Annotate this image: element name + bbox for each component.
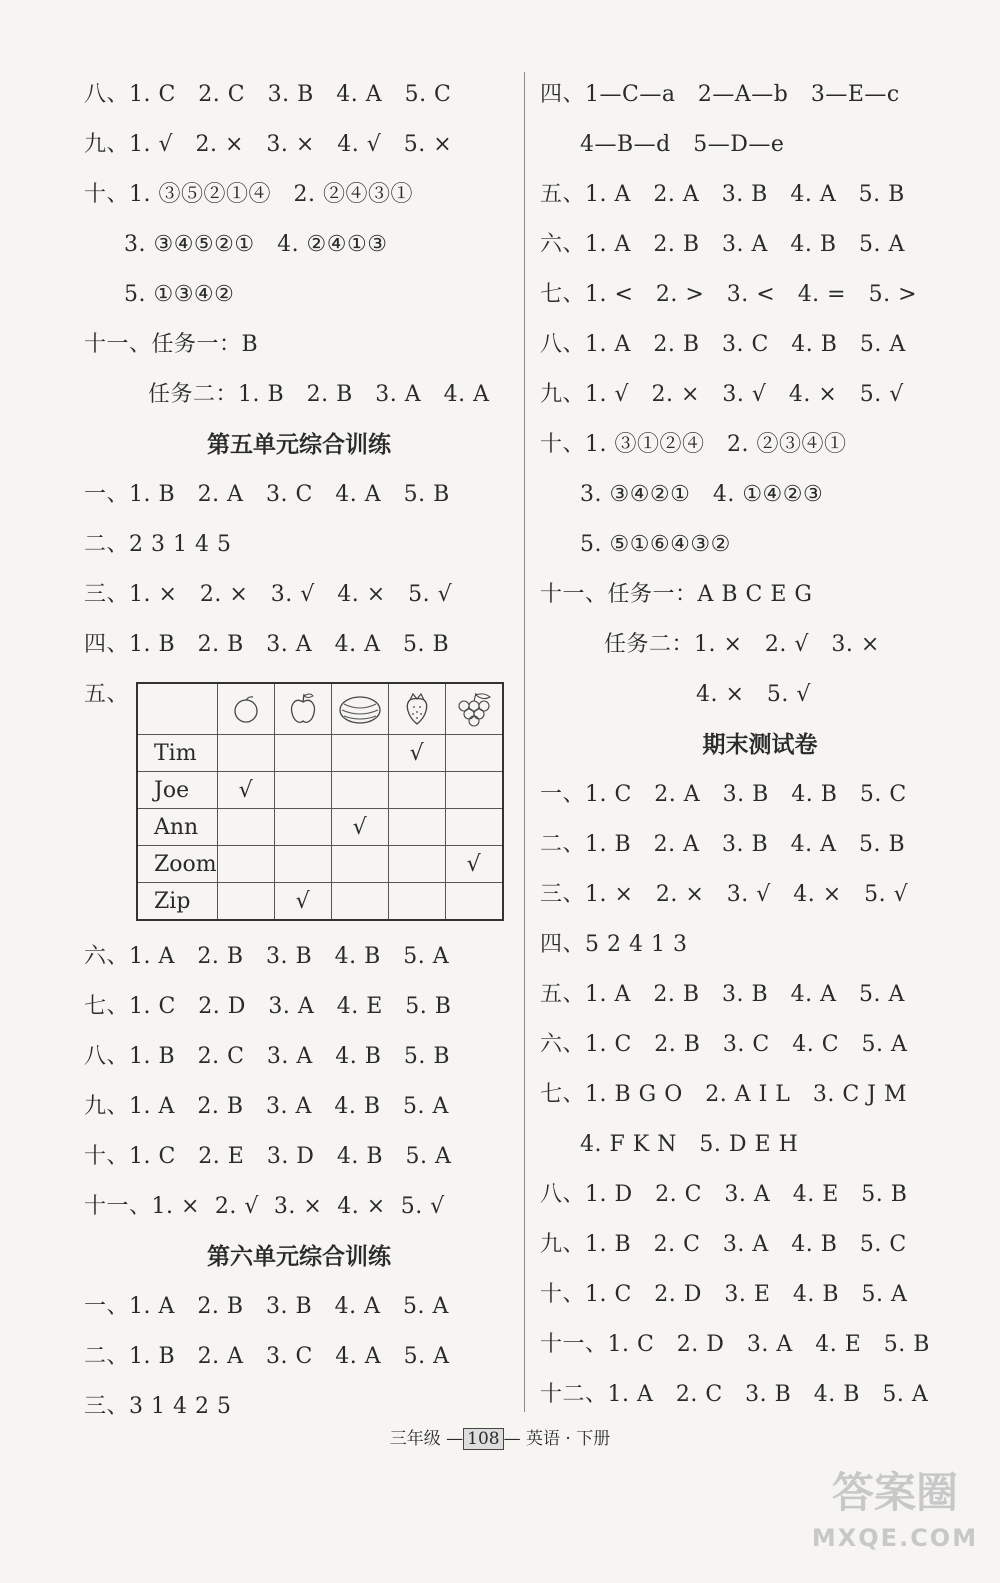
watermelon-icon xyxy=(331,683,388,735)
answer-line: 三、1. × 2. × 3. √ 4. × 5. √ xyxy=(84,582,453,607)
answer-line: 三、1. × 2. × 3. √ 4. × 5. √ xyxy=(540,882,909,907)
answer-line: 4. × 5. √ xyxy=(696,682,811,707)
watermark-logo xyxy=(800,1463,990,1573)
apple-icon xyxy=(274,683,331,735)
answer-line: 一、1. C 2. A 3. B 4. B 5. C xyxy=(540,782,907,807)
answer-line: 八、1. D 2. C 3. A 4. E 5. B xyxy=(540,1182,908,1207)
answer-line: 四、1—C—a 2—A—b 3—E—c xyxy=(540,82,900,107)
table-row xyxy=(137,772,503,809)
row-name: Tim xyxy=(137,735,217,772)
answer-line: 十二、1. A 2. C 3. B 4. B 5. A xyxy=(540,1382,929,1407)
answer-line: 六、1. A 2. B 3. A 4. B 5. A xyxy=(540,232,905,257)
answer-line: 4—B—d 5—D—e xyxy=(580,132,785,157)
mark-cell xyxy=(217,883,274,921)
answer-line: 十、1. ③⑤②①④ 2. ②④③① xyxy=(84,182,413,207)
table-corner-cell xyxy=(137,683,217,735)
answer-line: 五、1. A 2. A 3. B 4. A 5. B xyxy=(540,182,905,207)
footer-grade: 三年级 xyxy=(389,1429,441,1449)
mark-cell xyxy=(388,846,445,883)
answer-line: 八、1. B 2. C 3. A 4. B 5. B xyxy=(84,1044,451,1069)
section-heading-final: 期末测试卷 xyxy=(702,732,818,758)
mark-cell xyxy=(274,772,331,809)
answer-line: 九、1. A 2. B 3. A 4. B 5. A xyxy=(84,1094,449,1119)
answer-line: 十、1. C 2. D 3. E 4. B 5. A xyxy=(540,1282,908,1307)
mark-cell xyxy=(445,883,503,921)
footer-subject: 英语 · 下册 xyxy=(526,1429,611,1449)
answer-line: 三、3 1 4 2 5 xyxy=(84,1394,232,1419)
fruit-table xyxy=(136,682,504,921)
mark-cell xyxy=(274,735,331,772)
answer-line: 八、1. C 2. C 3. B 4. A 5. C xyxy=(84,82,452,107)
answer-line: 任务二：1. B 2. B 3. A 4. A xyxy=(148,382,490,407)
answer-line: 4. F K N 5. D E H xyxy=(580,1132,799,1157)
footer-dash: — xyxy=(503,1429,521,1449)
answer-line: 五、1. A 2. B 3. B 4. A 5. A xyxy=(540,982,905,1007)
mark-cell xyxy=(445,809,503,846)
mark-cell xyxy=(388,772,445,809)
mark-cell xyxy=(331,772,388,809)
mark-cell xyxy=(388,809,445,846)
mark-cell xyxy=(217,735,274,772)
mark-cell xyxy=(274,846,331,883)
answer-line: 九、1. √ 2. × 3. × 4. √ 5. × xyxy=(84,132,453,157)
answer-line: 5. ①③④② xyxy=(124,282,235,307)
answer-line: 四、1. B 2. B 3. A 4. A 5. B xyxy=(84,632,450,657)
footer-dash: — xyxy=(446,1429,464,1449)
page-number: 108 xyxy=(463,1428,503,1450)
answer-line: 一、1. B 2. A 3. C 4. A 5. B xyxy=(84,482,450,507)
page-footer xyxy=(0,1424,1000,1450)
grapes-icon xyxy=(445,683,503,735)
mark-cell xyxy=(445,772,503,809)
row-name: Ann xyxy=(137,809,217,846)
answer-line: 六、1. C 2. B 3. C 4. C 5. A xyxy=(540,1032,908,1057)
table-row xyxy=(137,809,503,846)
answer-line: 十一、任务一：A B C E G xyxy=(540,582,813,607)
answer-line: 九、1. B 2. C 3. A 4. B 5. C xyxy=(540,1232,907,1257)
watermark-bottom-text: MXQE.COM xyxy=(811,1524,979,1552)
answer-line: 二、1. B 2. A 3. B 4. A 5. B xyxy=(540,832,906,857)
answer-line: 3. ③④②① 4. ①④②③ xyxy=(580,482,824,507)
section-heading-unit6: 第六单元综合训练 xyxy=(207,1244,391,1270)
answer-line: 十、1. ③①②④ 2. ②③④① xyxy=(540,432,847,457)
mark-cell: √ xyxy=(388,735,445,772)
table-header-row xyxy=(137,683,503,735)
mark-cell xyxy=(331,846,388,883)
strawberry-icon xyxy=(388,683,445,735)
answer-line: 任务二：1. × 2. √ 3. × xyxy=(604,632,880,657)
answer-line: 一、1. A 2. B 3. B 4. A 5. A xyxy=(84,1294,449,1319)
answer-line: 四、5 2 4 1 3 xyxy=(540,932,688,957)
table-row xyxy=(137,883,503,921)
table-row xyxy=(137,735,503,772)
answer-line: 九、1. √ 2. × 3. √ 4. × 5. √ xyxy=(540,382,904,407)
column-divider xyxy=(524,72,525,1412)
answer-line: 七、1. < 2. > 3. < 4. = 5. > xyxy=(540,282,918,307)
mark-cell xyxy=(388,883,445,921)
row-name: Zip xyxy=(137,883,217,921)
mark-cell xyxy=(445,735,503,772)
answer-line: 十一、任务一：B xyxy=(84,332,259,357)
orange-icon xyxy=(217,683,274,735)
answer-line: 二、2 3 1 4 5 xyxy=(84,532,232,557)
answer-line: 十一、1. C 2. D 3. A 4. E 5. B xyxy=(540,1332,930,1357)
section-heading-unit5: 第五单元综合训练 xyxy=(207,432,391,458)
mark-cell xyxy=(217,846,274,883)
mark-cell xyxy=(331,735,388,772)
table-label: 五、 xyxy=(84,682,130,707)
mark-cell xyxy=(274,809,331,846)
answer-line: 3. ③④⑤②① 4. ②④①③ xyxy=(124,232,388,257)
answer-line: 二、1. B 2. A 3. C 4. A 5. A xyxy=(84,1344,450,1369)
answer-line: 十、1. C 2. E 3. D 4. B 5. A xyxy=(84,1144,452,1169)
answer-line: 六、1. A 2. B 3. B 4. B 5. A xyxy=(84,944,450,969)
mark-cell: √ xyxy=(274,883,331,921)
row-name: Zoom xyxy=(137,846,217,883)
mark-cell: √ xyxy=(217,772,274,809)
table-row xyxy=(137,846,503,883)
row-name: Joe xyxy=(137,772,217,809)
mark-cell: √ xyxy=(445,846,503,883)
answer-line: 5. ⑤①⑥④③② xyxy=(580,532,731,557)
answer-line: 七、1. C 2. D 3. A 4. E 5. B xyxy=(84,994,452,1019)
answer-line: 十一、1. × 2. √ 3. × 4. × 5. √ xyxy=(84,1194,445,1219)
watermark-top-text: 答案圈 xyxy=(831,1468,958,1517)
mark-cell xyxy=(217,809,274,846)
mark-cell: √ xyxy=(331,809,388,846)
answer-line: 八、1. A 2. B 3. C 4. B 5. A xyxy=(540,332,906,357)
mark-cell xyxy=(331,883,388,921)
answer-line: 七、1. B G O 2. A I L 3. C J M xyxy=(540,1082,908,1107)
